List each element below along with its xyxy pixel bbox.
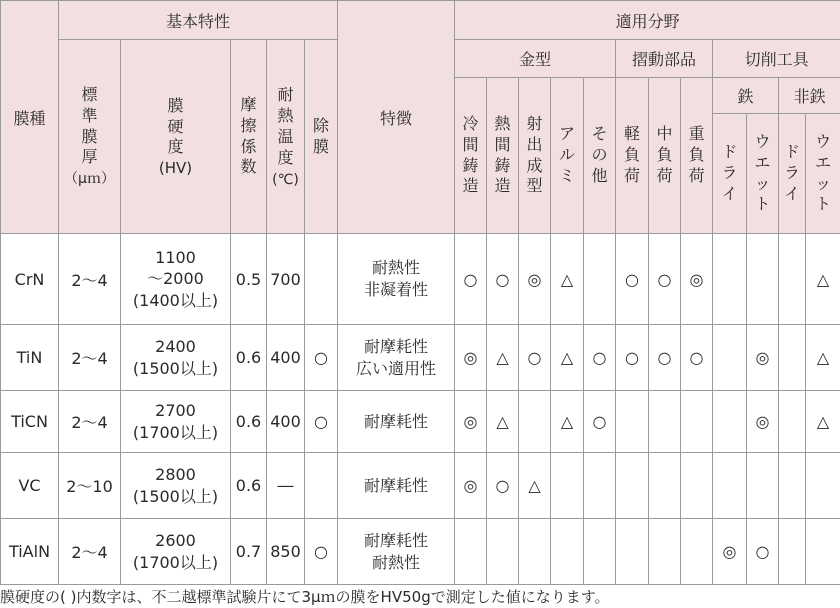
header-thickness: 標準膜厚 （μｍ） xyxy=(59,40,121,234)
suitability-mark: ◎ xyxy=(681,234,713,325)
header-iron-dry: ドライ xyxy=(713,114,747,234)
film-name: TiCN xyxy=(1,391,59,453)
friction-cell: 0.6 xyxy=(231,453,267,519)
thickness-cell: 2～4 xyxy=(59,234,121,325)
header-injection: 射出成型 xyxy=(519,78,551,234)
hardness-cell xyxy=(121,325,231,391)
suitability-mark: △ xyxy=(519,453,551,519)
hardness-cell-line: 2400 xyxy=(155,336,196,356)
film-name: CrN xyxy=(1,234,59,325)
suitability-mark xyxy=(519,391,551,453)
suitability-mark xyxy=(519,519,551,585)
suitability-mark xyxy=(455,519,487,585)
suitability-mark xyxy=(551,453,584,519)
suitability-mark xyxy=(649,391,681,453)
suitability-mark xyxy=(713,325,747,391)
suitability-mark xyxy=(616,391,649,453)
header-hardness: 膜硬度 (HV) xyxy=(121,40,231,234)
suitability-mark xyxy=(649,519,681,585)
header-nonferrous-dry: ドライ xyxy=(779,114,806,234)
header-removal: 除膜 xyxy=(305,40,338,234)
suitability-mark: ○ xyxy=(649,325,681,391)
features-cell xyxy=(338,391,455,453)
header-medium-load: 中負荷 xyxy=(649,78,681,234)
suitability-mark: ◎ xyxy=(713,519,747,585)
header-aluminum: アルミ xyxy=(551,78,584,234)
hardness-cell-line: 2700 xyxy=(155,400,196,420)
heat-cell: 400 xyxy=(267,391,305,453)
friction-cell: 0.5 xyxy=(231,234,267,325)
suitability-mark xyxy=(779,519,806,585)
header-nonferrous-wet: ウエット xyxy=(806,114,840,234)
hardness-cell-line: (1500以上) xyxy=(132,486,219,506)
hardness-cell-line: 1100 xyxy=(155,247,196,267)
heat-cell: 700 xyxy=(267,234,305,325)
suitability-mark: △ xyxy=(487,391,519,453)
thickness-cell: 2～4 xyxy=(59,519,121,585)
suitability-mark xyxy=(806,453,840,519)
features-cell-line: 耐熱性 xyxy=(372,552,421,572)
header-nonferrous: 非鉄 xyxy=(779,78,840,114)
header-friction: 摩擦係数 xyxy=(231,40,267,234)
suitability-mark: △ xyxy=(806,325,840,391)
features-cell-line: 耐摩耗性 xyxy=(364,475,429,495)
table-row xyxy=(1,453,840,519)
hardness-cell xyxy=(121,234,231,325)
header-heavy-load: 重負荷 xyxy=(681,78,713,234)
suitability-mark xyxy=(649,453,681,519)
header-light-load: 軽負荷 xyxy=(616,78,649,234)
header-application: 適用分野 xyxy=(455,1,840,40)
suitability-mark xyxy=(713,453,747,519)
features-cell-line: 非凝着性 xyxy=(364,280,429,299)
hardness-cell-line: (1500以上) xyxy=(132,358,219,378)
header-mold: 金型 xyxy=(455,40,616,78)
header-hot-forging: 熱間鋳造 xyxy=(487,78,519,234)
features-cell-line: 耐熱性 xyxy=(372,258,421,278)
suitability-mark: ○ xyxy=(487,234,519,325)
heat-cell: 850 xyxy=(267,519,305,585)
suitability-mark xyxy=(681,519,713,585)
features-cell xyxy=(338,453,455,519)
suitability-mark: ○ xyxy=(584,325,616,391)
header-film-type: 膜種 xyxy=(1,1,59,234)
suitability-mark: △ xyxy=(551,234,584,325)
removal-cell: ○ xyxy=(305,519,338,585)
features-cell xyxy=(338,234,455,325)
table-row xyxy=(1,391,840,453)
suitability-mark xyxy=(616,519,649,585)
suitability-mark: ○ xyxy=(747,519,779,585)
table-row xyxy=(1,325,840,391)
suitability-mark xyxy=(713,391,747,453)
suitability-mark xyxy=(584,453,616,519)
suitability-mark xyxy=(779,234,806,325)
hardness-cell xyxy=(121,391,231,453)
suitability-mark: ○ xyxy=(649,234,681,325)
removal-cell: ○ xyxy=(305,391,338,453)
features-cell-line: 耐摩耗性 xyxy=(364,336,429,356)
suitability-mark xyxy=(779,391,806,453)
suitability-mark: ◎ xyxy=(455,453,487,519)
header-basic-properties: 基本特性 xyxy=(59,1,338,40)
suitability-mark xyxy=(806,519,840,585)
film-name: TiN xyxy=(1,325,59,391)
header-iron: 鉄 xyxy=(713,78,779,114)
removal-cell xyxy=(305,453,338,519)
thickness-cell: 2～10 xyxy=(59,453,121,519)
header-cold-forging: 冷間鋳造 xyxy=(455,78,487,234)
header-heat-temp: 耐熱温度 (℃) xyxy=(267,40,305,234)
suitability-mark: ◎ xyxy=(747,391,779,453)
hardness-cell-line: (1700以上) xyxy=(132,552,219,572)
suitability-mark: ◎ xyxy=(455,325,487,391)
suitability-mark: ○ xyxy=(519,325,551,391)
hardness-cell xyxy=(121,453,231,519)
hardness-cell-line: ～2000 xyxy=(147,269,204,289)
features-cell-line: 耐摩耗性 xyxy=(364,530,429,550)
table-row xyxy=(1,519,840,585)
suitability-mark: ◎ xyxy=(455,391,487,453)
suitability-mark: ○ xyxy=(455,234,487,325)
header-cutting: 切削工具 xyxy=(713,40,840,78)
suitability-mark xyxy=(551,519,584,585)
thickness-cell: 2～4 xyxy=(59,325,121,391)
suitability-mark xyxy=(616,453,649,519)
friction-cell: 0.6 xyxy=(231,325,267,391)
thickness-cell: 2～4 xyxy=(59,391,121,453)
removal-cell xyxy=(305,234,338,325)
suitability-mark: △ xyxy=(806,391,840,453)
hardness-cell-line: 2800 xyxy=(155,464,196,484)
suitability-mark xyxy=(747,234,779,325)
suitability-mark: ◎ xyxy=(747,325,779,391)
suitability-mark: △ xyxy=(551,325,584,391)
suitability-mark xyxy=(681,391,713,453)
suitability-mark xyxy=(681,453,713,519)
heat-cell: ― xyxy=(267,453,305,519)
features-cell xyxy=(338,519,455,585)
friction-cell: 0.6 xyxy=(231,391,267,453)
suitability-mark xyxy=(584,234,616,325)
suitability-mark xyxy=(713,234,747,325)
table-row xyxy=(1,234,840,325)
suitability-mark: ○ xyxy=(487,453,519,519)
suitability-mark xyxy=(487,519,519,585)
hardness-cell-line: (1700以上) xyxy=(132,422,219,442)
header-iron-wet: ウエット xyxy=(747,114,779,234)
suitability-mark: △ xyxy=(551,391,584,453)
suitability-mark: △ xyxy=(487,325,519,391)
removal-cell: ○ xyxy=(305,325,338,391)
suitability-mark: ◎ xyxy=(519,234,551,325)
hardness-cell-line: 2600 xyxy=(155,530,196,550)
header-features: 特徴 xyxy=(338,1,455,234)
features-cell-line: 耐摩耗性 xyxy=(364,411,429,431)
suitability-mark: ○ xyxy=(616,325,649,391)
friction-cell: 0.7 xyxy=(231,519,267,585)
hardness-cell-line: (1400以上) xyxy=(132,290,219,310)
film-name: VC xyxy=(1,453,59,519)
suitability-mark: △ xyxy=(806,234,840,325)
features-cell xyxy=(338,325,455,391)
film-name: TiAlN xyxy=(1,519,59,585)
hardness-cell xyxy=(121,519,231,585)
heat-cell: 400 xyxy=(267,325,305,391)
suitability-mark xyxy=(779,325,806,391)
features-cell-line: 広い適用性 xyxy=(356,358,437,378)
suitability-mark xyxy=(747,453,779,519)
suitability-mark xyxy=(779,453,806,519)
suitability-mark: ○ xyxy=(681,325,713,391)
footnote: 膜硬度の( )内数字は、不二越標準試験片にて3μｍの膜をHV50gで測定した値になります。 xyxy=(0,588,610,606)
header-other: その他 xyxy=(584,78,616,234)
suitability-mark: ○ xyxy=(616,234,649,325)
suitability-mark xyxy=(584,519,616,585)
header-sliding: 摺動部品 xyxy=(616,40,713,78)
suitability-mark: ○ xyxy=(584,391,616,453)
